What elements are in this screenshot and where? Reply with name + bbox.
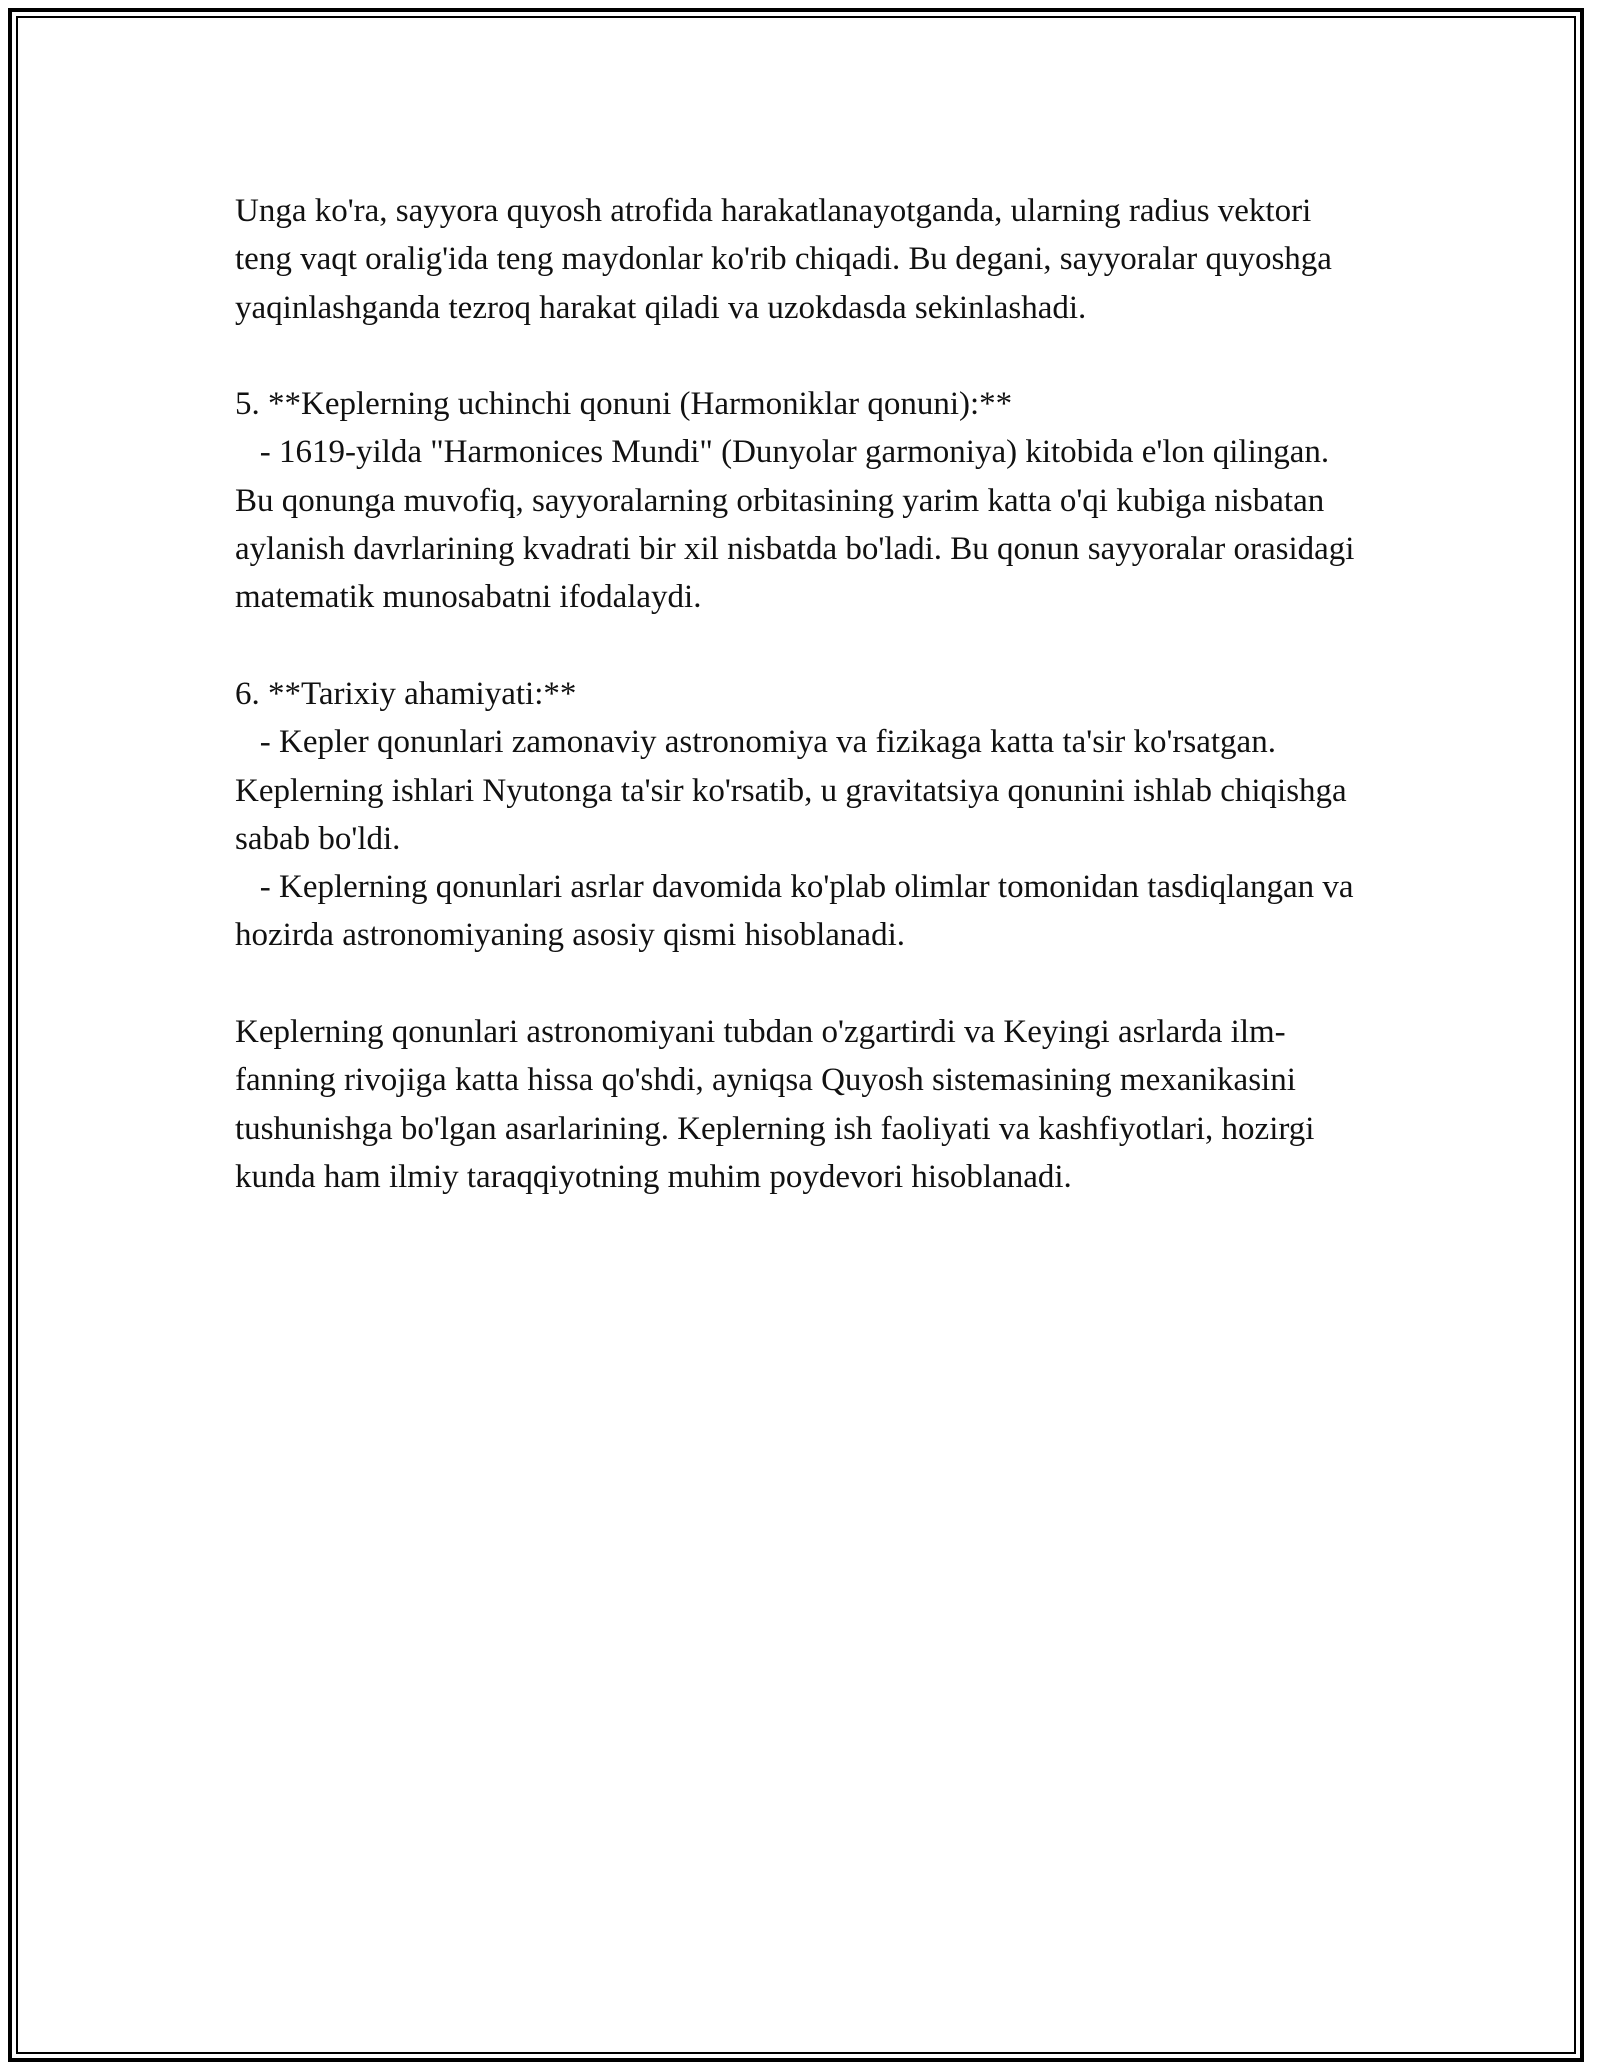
list-item-influence-on-newton: - Kepler qonunlari zamonaviy astronomiya va fizikaga katta ta'sir ko'rsatgan. Keplerning ishlari Nyutonga ta'sir ko'rsatib, u gravitatsiya qonunini ishlab chiqishga sabab bo'ldi. [235,724,1355,857]
heading-historical-significance: 6. **Tarixiy ahamiyati:** [235,675,577,712]
heading-kepler-third-law: 5. **Keplerning uchinchi qonuni (Harmoniklar qonuni):** [235,386,1013,423]
document-body [235,187,1365,1201]
paragraph-kepler-second-law-explanation: Unga ko'ra, sayyora quyosh atrofida harakatlanayotganda, ularning radius vektori teng vaqt oralig'ida teng maydonlar ko'rib chiqadi. Bu degani, sayyoralar quyoshga yaqinlashganda tezroq harakat qiladi va uzokdasda sekinlashadi. [235,193,1341,326]
paragraph-conclusion: Keplerning qonunlari astronomiyani tubdan o'zgartirdi va Keyingi asrlarda ilm-fanning rivojiga katta hissa qo'shdi, ayniqsa Quyosh sistemasining mexanikasini tushunishga bo'lgan asarlarining. Keplerning ish faoliyati va kashfiyotlari, hozirgi kunda ham ilmiy taraqqiyotning muhim poydevori hisoblanadi. [235,1014,1323,1195]
paragraph-spacer [235,332,1365,380]
paragraph-spacer [235,960,1365,1008]
list-item-confirmed-by-scientists: - Keplerning qonunlari asrlar davomida ko'plab olimlar tomonidan tasdiqlangan va hozirda astronomiyaning asosiy qismi hisoblanadi. [235,869,1362,954]
list-item-third-law-description: - 1619-yilda "Harmonices Mundi" (Dunyolar garmoniya) kitobida e'lon qilingan. Bu qonunga muvofiq, sayyoralarning orbitasining yarim katta o'qi kubiga nisbatan aylanish davrlarining kvadrati bir xil nisbatda bo'ladi. Bu qonun sayyoralar orasidagi matematik munosabatni ifodalaydi. [235,434,1363,616]
paragraph-spacer [235,622,1365,670]
